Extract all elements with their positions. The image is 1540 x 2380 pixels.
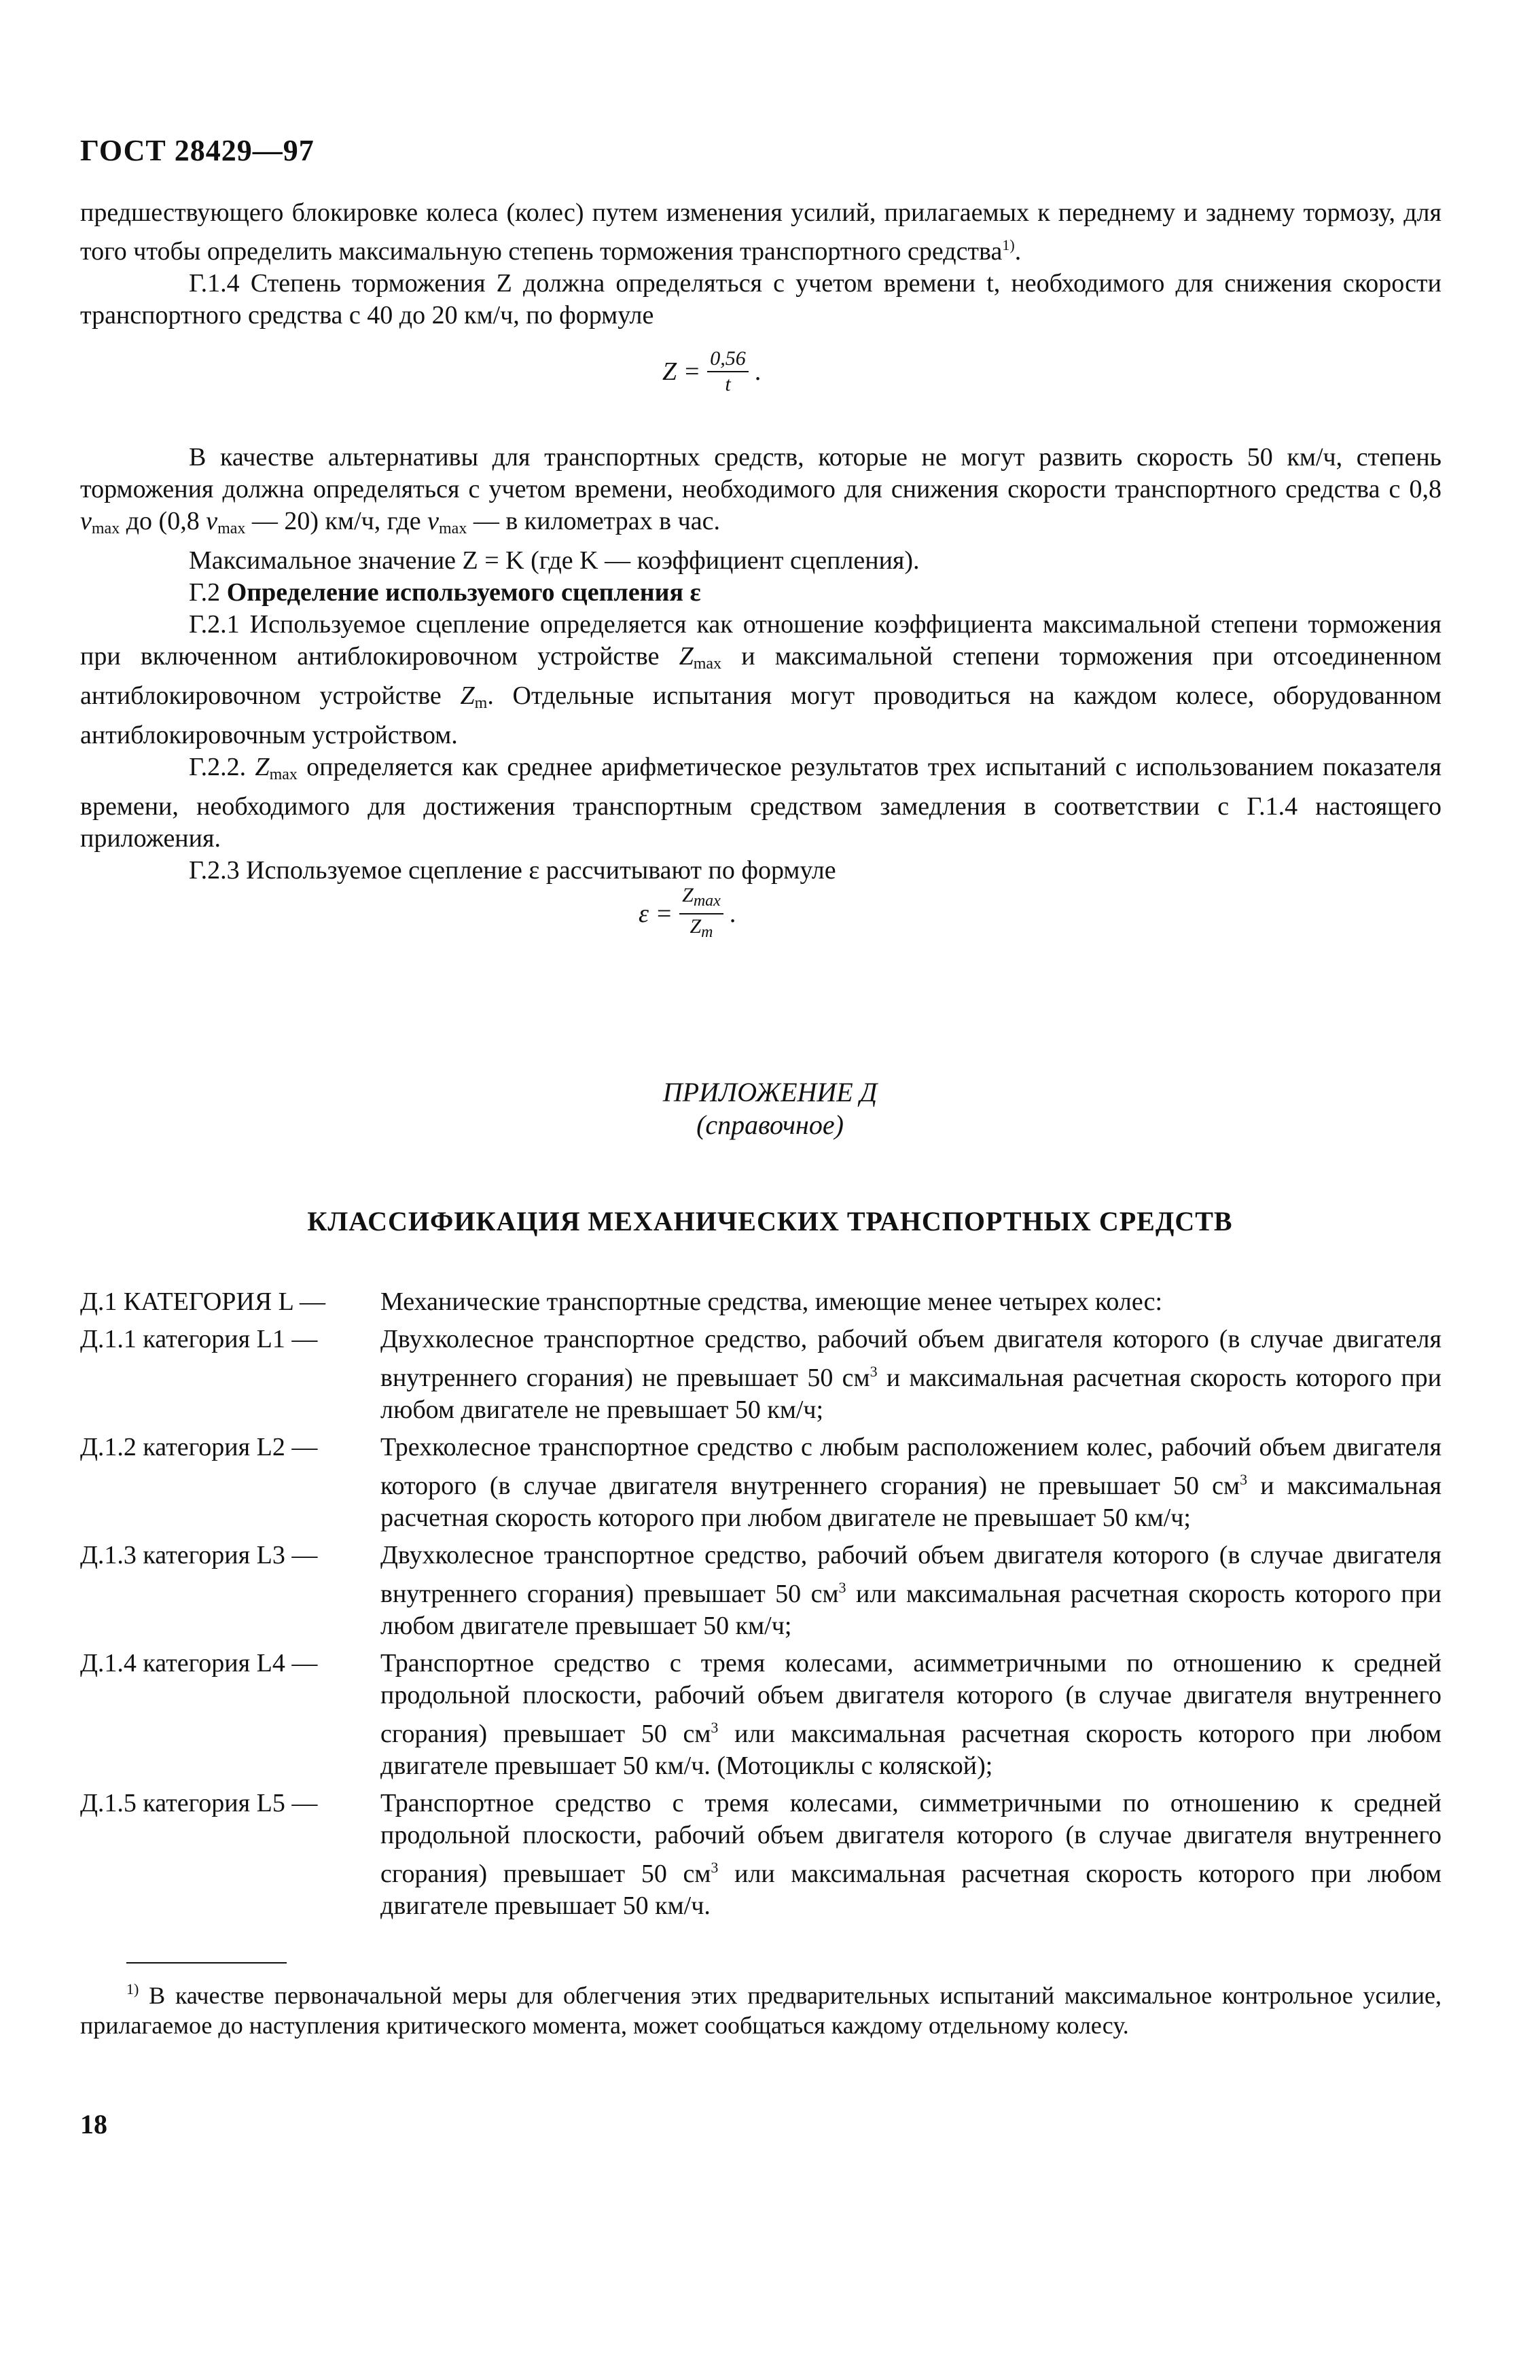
body-text-upper — [80, 197, 1441, 332]
category-text: Транспортное средство с тремя колесами, симметричными по отношению к средней продольной плоскости, рабочий объем двигателя которого (в случае двигателя внутреннего сгорания) превышает 50 $см^3$ или максимальная расчетная скорость которого при любом двигателе превышает 50 км/ч. — [380, 1789, 1441, 1920]
classification-list — [80, 1286, 1441, 1928]
section-g-2-heading: Г.2 Определение используемого сцепления ε — [189, 578, 701, 607]
paragraph-g-2-1: Г.2.1 Используемое сцепление определяется как отношение коэффициента максимальной степени торможения при включенном антиблокировочном устройстве $Z_{max}$ и максимальной степени торможения при отсоединенном антиблокировочном устройстве $Z_m$. Отдельные испытания могут проводиться на каждом колесе, оборудованном антиблокировочным устройством. — [80, 610, 1441, 749]
category-text: Двухколесное транспортное средство, рабочий объем двигателя которого (в случае двигателя внутреннего сгорания) не превышает 50 $см^3$ и максимальная расчетная скорость которого при любом двигателе не превышает 50 км/ч; — [380, 1325, 1442, 1424]
body-text-middle — [80, 442, 1441, 887]
paragraph-alternative: В качестве альтернативы для транспортных средств, которые не могут развить скорость 50 км/ч, степень торможения должна определяться с учетом времени, необходимого для снижения скорости транспортного средства с 0,8 $v_{max}$ до (0,8 $v_{max}$ — 20) км/ч, где $v_{max}$ — в километрах в час. — [80, 443, 1441, 537]
category-text: Механические транспортные средства, имеющие менее четырех колес: — [380, 1287, 1163, 1316]
paragraph-max-value: Максимальное значение Z = K (где K — коэффициент сцепления). — [189, 546, 920, 575]
list-item — [80, 1540, 1441, 1642]
page-number: 18 — [80, 2109, 107, 2139]
formula-z-fraction: $\frac{0,56}{t}$ — [707, 347, 749, 397]
list-item — [80, 1788, 1441, 1922]
appendix-title: ПРИЛОЖЕНИЕ Д — [662, 1077, 878, 1107]
footnote-divider — [126, 1962, 287, 1964]
appendix-subtitle: (справочное) — [696, 1109, 844, 1140]
footnote-ref: 1) — [1002, 236, 1015, 253]
category-label: Д.1.2 категория L2 — — [80, 1433, 318, 1461]
formula-z: Z = $\frac{0,56}{t}$ . — [662, 347, 762, 395]
footnote-marker: 1) — [126, 1981, 139, 1997]
paragraph-g-2-3: Г.2.3 Используемое сцепление ε рассчитывают по формуле — [189, 856, 836, 885]
document-header: ГОСТ 28429—97 — [80, 134, 315, 167]
category-label: Д.1.4 категория L4 — — [80, 1649, 318, 1677]
classification-title: КЛАССИФИКАЦИЯ МЕХАНИЧЕСКИХ ТРАНСПОРТНЫХ СРЕДСТВ — [307, 1206, 1233, 1237]
list-item — [80, 1286, 1441, 1318]
paragraph-g-2-2: Г.2.2. $Z_{max}$ определяется как среднее арифметическое результатов трех испытаний с использованием показателя времени, необходимого для достижения транспортным средством замедления в соответствии с Г.1.4 настоящего приложения. — [80, 753, 1441, 853]
list-item — [80, 1648, 1441, 1782]
category-label: Д.1.1 категория L1 — — [80, 1325, 318, 1353]
category-label: Д.1.5 категория L5 — — [80, 1789, 318, 1817]
formula-epsilon-fraction: $\frac{Z_{max}}{Z_m}$ — [679, 883, 723, 944]
category-label: Д.1 КАТЕГОРИЯ L — — [80, 1287, 325, 1316]
category-text: Трехколесное транспортное средство с любым расположением колес, рабочий объем двигателя которого (в случае двигателя внутреннего сгорания) не превышает 50 $см^3$ и максимальная расчетная скорость которого при любом двигателе не превышает 50 км/ч; — [380, 1433, 1441, 1532]
category-label: Д.1.3 категория L3 — — [80, 1541, 318, 1569]
paragraph-g-1-4: Г.1.4 Степень торможения Z должна определяться с учетом времени t, необходимого для снижения скорости транспортного средства с 40 до 20 км/ч, по формуле — [80, 269, 1441, 330]
footnote: $^{1)}$ В качестве первоначальной меры для облегчения этих предварительных испытаний максимальное контрольное усилие, прилагаемое до наступления критического момента, может сообщаться каждому отдельному колесу. — [80, 1981, 1441, 2039]
paragraph-continuation: предшествующего блокировке колеса (колес) путем изменения усилий, прилагаемых к переднему и заднему тормозу, для того чтобы определить максимальную степень торможения транспортного средства$^{1)}$. — [80, 198, 1441, 266]
category-text: Транспортное средство с тремя колесами, асимметричными по отношению к средней продольной плоскости, рабочий объем двигателя которого (в случае двигателя внутреннего сгорания) превышает 50 $см^3$ или максимальная расчетная скорость которого при любом двигателе превышает 50 км/ч. (Мотоциклы с коляской); — [380, 1649, 1441, 1780]
list-item — [80, 1324, 1441, 1426]
category-text: Двухколесное транспортное средство, рабочий объем двигателя которого (в случае двигателя внутреннего сгорания) превышает 50 $см^3$ или максимальная расчетная скорость которого при любом двигателе превышает 50 км/ч; — [380, 1541, 1441, 1640]
list-item — [80, 1432, 1441, 1534]
formula-epsilon: ε = $\frac{Z_{max}}{Z_m}$ . — [639, 883, 736, 944]
